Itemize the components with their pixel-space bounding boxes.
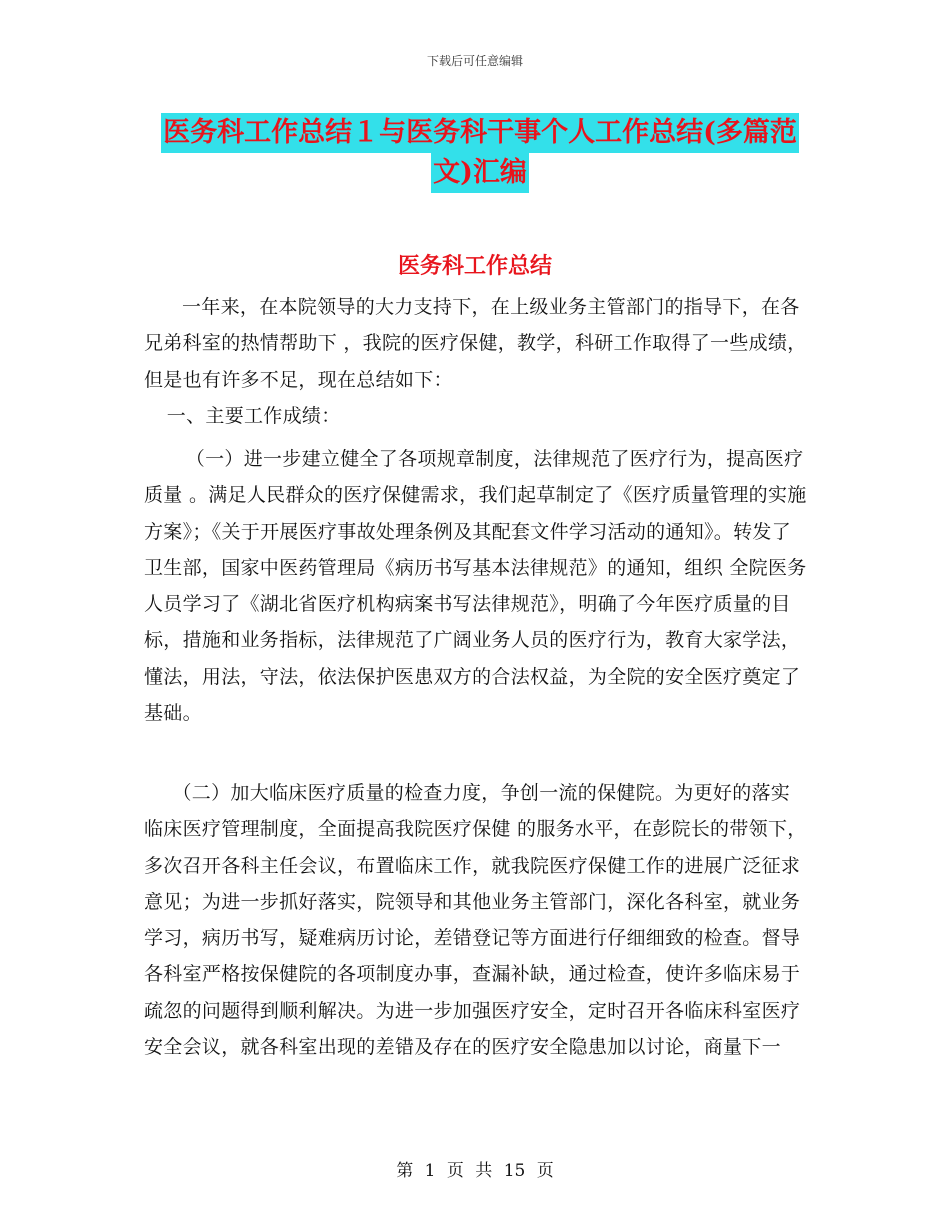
item-2-block xyxy=(144,775,809,1065)
item-1-paragraph: （一）进一步建立健全了各项规章制度，法律规范了医疗行为，提高医疗质量 。满足人民群众的医疗保健需求，我们起草制定了《医疗质量管理的实施方案》；《关于开展医疗事故处理条例及其配套文件学习活动的通知》。转发了卫生部，国家中医药管理局《病历书写基本法律规范》的通知，组织 全院医务人员学习了《湖北省医疗机构病案书写法律规范》，明确了今年医疗质量的目标，措施和业务指标，法律规范了广阔业务人员的医疗行为，教育大家学法，懂法，用法，守法，依法保护医患双方的合法权益，为全院的安全医疗奠定了基础。 xyxy=(144,448,807,725)
page-footer: 第 1 页 共 15 页 xyxy=(396,1161,554,1181)
title-line-1: 医务科工作总结１与医务科干事个人工作总结(多篇范 xyxy=(161,113,799,153)
header-note: 下载后可任意编辑 xyxy=(426,54,523,68)
item-1-block xyxy=(144,441,809,731)
intro-block xyxy=(144,289,809,434)
section-heading-1: 一、主要工作成绩： xyxy=(166,404,341,427)
document-title xyxy=(140,113,820,193)
intro-paragraph: 一年来，在本院领导的大力支持下，在上级业务主管部门的指导下，在各兄弟科室的热情帮助下 ，我院的医疗保健，教学，科研工作取得了一些成绩，但是也有许多不足，现在总结如下： xyxy=(144,296,807,391)
title-line-2: 文)汇编 xyxy=(431,153,529,193)
section-title: 医务科工作总结 xyxy=(397,253,552,279)
item-2-paragraph: （二）加大临床医疗质量的检查力度，争创一流的保健院。为更好的落实临床医疗管理制度，全面提高我院医疗保健 的服务水平，在彭院长的带领下，多次召开各科主任会议，布置临床工作，就我院医疗保健工作的进展广泛征求意见；为进一步抓好落实，院领导和其他业务主管部门，深化各科室，就业务学习，病历书写，疑难病历讨论，差错登记等方面进行仔细细致的检查。督导各科室严格按保健院的各项制度办事，查漏补缺，通过检查，使许多临床易于疏忽的问题得到顺利解决。为进一步加强医疗安全，定时召开各临床科室医疗安全会议，就各科室出现的差错及存在的医疗安全隐患加以讨论，商量下一 xyxy=(144,782,807,1059)
